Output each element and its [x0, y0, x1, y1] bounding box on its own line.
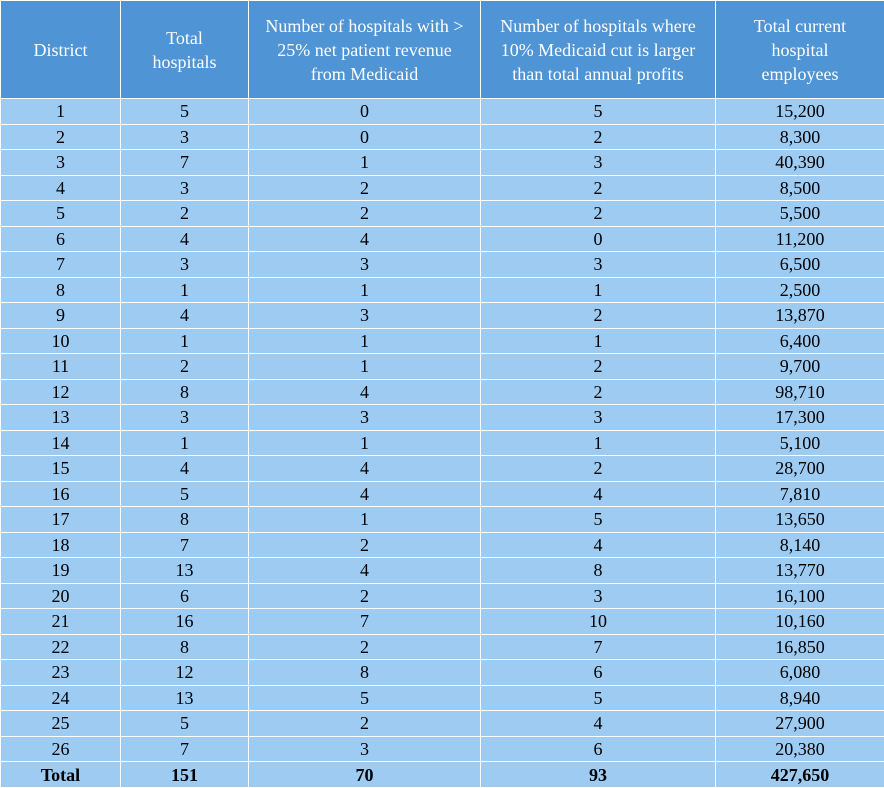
- medicaid-revenue-cell: 4: [249, 226, 481, 252]
- total-hospitals-cell: 3: [121, 252, 249, 278]
- medicaid-cut-cell: 2: [481, 175, 716, 201]
- total-hospitals-cell: 5: [121, 99, 249, 125]
- table-row: [1, 124, 884, 150]
- header-medicaid-revenue-label: Number of hospitals with > 25% net patient revenue from Medicaid: [262, 14, 467, 86]
- total-hospitals-cell: 8: [121, 634, 249, 660]
- employees-cell: 2,500: [716, 277, 884, 303]
- medicaid-revenue-cell: 2: [249, 175, 481, 201]
- medicaid-revenue-cell: 4: [249, 456, 481, 482]
- table-header: [1, 1, 884, 99]
- district-cell: 4: [1, 175, 121, 201]
- employees-cell: 6,400: [716, 328, 884, 354]
- table-row: [1, 736, 884, 762]
- district-cell: 17: [1, 507, 121, 533]
- medicaid-cut-cell: 1: [481, 328, 716, 354]
- total-hospitals-cell: 5: [121, 481, 249, 507]
- table-row: [1, 226, 884, 252]
- table-row: [1, 532, 884, 558]
- medicaid-revenue-cell: 4: [249, 379, 481, 405]
- district-cell: 18: [1, 532, 121, 558]
- medicaid-cut-cell: 5: [481, 685, 716, 711]
- medicaid-cut-cell: 1: [481, 277, 716, 303]
- medicaid-revenue-cell: 7: [249, 609, 481, 635]
- medicaid-cut-cell: 10: [481, 609, 716, 635]
- table-row: [1, 430, 884, 456]
- total-hospitals-cell: 7: [121, 532, 249, 558]
- medicaid-revenue-cell: 1: [249, 507, 481, 533]
- medicaid-cut-cell: 1: [481, 430, 716, 456]
- medicaid-revenue-cell: 3: [249, 252, 481, 278]
- medicaid-cut-cell: 3: [481, 405, 716, 431]
- header-total-hospitals-label: Total hospitals: [140, 26, 230, 74]
- employees-cell: 8,940: [716, 685, 884, 711]
- medicaid-cut-cell: 2: [481, 201, 716, 227]
- district-cell: 3: [1, 150, 121, 176]
- medicaid-cut-cell: 3: [481, 252, 716, 278]
- employees-cell: 40,390: [716, 150, 884, 176]
- district-cell: 19: [1, 558, 121, 584]
- district-cell: 8: [1, 277, 121, 303]
- medicaid-revenue-cell: 1: [249, 430, 481, 456]
- total-medicaid-cut-cell: 93: [481, 762, 716, 788]
- district-cell: 2: [1, 124, 121, 150]
- medicaid-cut-cell: 6: [481, 736, 716, 762]
- total-hospitals-cell: 13: [121, 685, 249, 711]
- table-row: [1, 175, 884, 201]
- medicaid-revenue-cell: 3: [249, 303, 481, 329]
- total-hospitals-cell: 7: [121, 736, 249, 762]
- header-district-label: District: [34, 38, 88, 62]
- medicaid-revenue-cell: 2: [249, 711, 481, 737]
- employees-cell: 8,140: [716, 532, 884, 558]
- total-row: [1, 762, 884, 788]
- total-hospitals-cell: 1: [121, 277, 249, 303]
- total-hospitals-cell: 8: [121, 379, 249, 405]
- table-row: [1, 405, 884, 431]
- employees-cell: 5,500: [716, 201, 884, 227]
- medicaid-cut-cell: 8: [481, 558, 716, 584]
- total-hospitals-cell: 4: [121, 456, 249, 482]
- district-cell: 21: [1, 609, 121, 635]
- table-row: [1, 507, 884, 533]
- employees-cell: 5,100: [716, 430, 884, 456]
- medicaid-revenue-cell: 8: [249, 660, 481, 686]
- medicaid-cut-cell: 2: [481, 379, 716, 405]
- employees-cell: 6,080: [716, 660, 884, 686]
- employees-cell: 28,700: [716, 456, 884, 482]
- table-body: [1, 99, 884, 788]
- medicaid-cut-cell: 4: [481, 532, 716, 558]
- total-hospitals-cell: 3: [121, 405, 249, 431]
- district-cell: 25: [1, 711, 121, 737]
- medicaid-revenue-cell: 2: [249, 634, 481, 660]
- medicaid-cut-cell: 4: [481, 481, 716, 507]
- medicaid-revenue-cell: 1: [249, 277, 481, 303]
- total-hospitals-cell: 4: [121, 226, 249, 252]
- medicaid-cut-cell: 0: [481, 226, 716, 252]
- table-row: [1, 328, 884, 354]
- table-row: [1, 354, 884, 380]
- employees-cell: 13,770: [716, 558, 884, 584]
- medicaid-revenue-cell: 4: [249, 558, 481, 584]
- total-hospitals-cell: 3: [121, 175, 249, 201]
- district-cell: 10: [1, 328, 121, 354]
- employees-cell: 13,650: [716, 507, 884, 533]
- employees-cell: 8,500: [716, 175, 884, 201]
- total-employees-cell: 427,650: [716, 762, 884, 788]
- total-hospitals-cell: 1: [121, 328, 249, 354]
- table-row: [1, 660, 884, 686]
- district-cell: 7: [1, 252, 121, 278]
- district-cell: 24: [1, 685, 121, 711]
- employees-cell: 6,500: [716, 252, 884, 278]
- medicaid-revenue-cell: 0: [249, 124, 481, 150]
- table-row: [1, 558, 884, 584]
- employees-cell: 15,200: [716, 99, 884, 125]
- medicaid-cut-cell: 2: [481, 354, 716, 380]
- total-medicaid-revenue-cell: 70: [249, 762, 481, 788]
- header-total-hospitals: [121, 1, 249, 99]
- district-cell: 13: [1, 405, 121, 431]
- total-hospitals-cell: 8: [121, 507, 249, 533]
- table-row: [1, 609, 884, 635]
- medicaid-revenue-cell: 1: [249, 328, 481, 354]
- medicaid-cut-cell: 2: [481, 456, 716, 482]
- table-row: [1, 201, 884, 227]
- medicaid-revenue-cell: 1: [249, 150, 481, 176]
- medicaid-cut-cell: 2: [481, 124, 716, 150]
- medicaid-revenue-cell: 5: [249, 685, 481, 711]
- total-hospitals-cell: 5: [121, 711, 249, 737]
- header-employees: [716, 1, 884, 99]
- district-cell: 11: [1, 354, 121, 380]
- table-row: [1, 379, 884, 405]
- district-cell: 14: [1, 430, 121, 456]
- medicaid-revenue-cell: 1: [249, 354, 481, 380]
- total-hospitals-cell: 2: [121, 354, 249, 380]
- header-employees-label: Total current hospital employees: [735, 14, 865, 86]
- district-cell: 16: [1, 481, 121, 507]
- district-cell: 5: [1, 201, 121, 227]
- total-hospitals-cell: 6: [121, 583, 249, 609]
- total-hospitals-cell: 2: [121, 201, 249, 227]
- employees-cell: 9,700: [716, 354, 884, 380]
- table-row: [1, 150, 884, 176]
- employees-cell: 11,200: [716, 226, 884, 252]
- medicaid-cut-cell: 4: [481, 711, 716, 737]
- total-hospitals-cell: 3: [121, 124, 249, 150]
- total-total-hospitals-cell: 151: [121, 762, 249, 788]
- employees-cell: 13,870: [716, 303, 884, 329]
- table-row: [1, 583, 884, 609]
- header-row: [1, 1, 884, 99]
- medicaid-revenue-cell: 2: [249, 201, 481, 227]
- district-cell: 6: [1, 226, 121, 252]
- medicaid-cut-cell: 3: [481, 150, 716, 176]
- header-medicaid-cut-label: Number of hospitals where 10% Medicaid cut is larger than total annual profits: [486, 14, 711, 86]
- medicaid-revenue-cell: 3: [249, 405, 481, 431]
- district-cell: 1: [1, 99, 121, 125]
- district-cell: 12: [1, 379, 121, 405]
- medicaid-cut-cell: 5: [481, 507, 716, 533]
- total-hospitals-cell: 1: [121, 430, 249, 456]
- medicaid-cut-cell: 7: [481, 634, 716, 660]
- employees-cell: 20,380: [716, 736, 884, 762]
- medicaid-revenue-cell: 2: [249, 532, 481, 558]
- medicaid-cut-cell: 2: [481, 303, 716, 329]
- table-row: [1, 685, 884, 711]
- total-hospitals-cell: 7: [121, 150, 249, 176]
- table-row: [1, 277, 884, 303]
- employees-cell: 7,810: [716, 481, 884, 507]
- header-district: [1, 1, 121, 99]
- district-cell: 9: [1, 303, 121, 329]
- medicaid-cut-cell: 6: [481, 660, 716, 686]
- district-cell: 22: [1, 634, 121, 660]
- employees-cell: 16,850: [716, 634, 884, 660]
- medicaid-revenue-cell: 2: [249, 583, 481, 609]
- header-medicaid-revenue: [249, 1, 481, 99]
- total-hospitals-cell: 16: [121, 609, 249, 635]
- medicaid-cut-cell: 3: [481, 583, 716, 609]
- medicaid-revenue-cell: 0: [249, 99, 481, 125]
- total-hospitals-cell: 12: [121, 660, 249, 686]
- medicaid-revenue-cell: 4: [249, 481, 481, 507]
- table-row: [1, 99, 884, 125]
- total-hospitals-cell: 4: [121, 303, 249, 329]
- district-cell: 26: [1, 736, 121, 762]
- table-row: [1, 711, 884, 737]
- table-row: [1, 252, 884, 278]
- district-cell: 23: [1, 660, 121, 686]
- medicaid-revenue-cell: 3: [249, 736, 481, 762]
- total-district-cell: Total: [1, 762, 121, 788]
- employees-cell: 98,710: [716, 379, 884, 405]
- district-cell: 20: [1, 583, 121, 609]
- employees-cell: 10,160: [716, 609, 884, 635]
- employees-cell: 16,100: [716, 583, 884, 609]
- employees-cell: 17,300: [716, 405, 884, 431]
- employees-cell: 8,300: [716, 124, 884, 150]
- table-row: [1, 456, 884, 482]
- header-medicaid-cut: [481, 1, 716, 99]
- table-row: [1, 481, 884, 507]
- table-row: [1, 634, 884, 660]
- district-cell: 15: [1, 456, 121, 482]
- total-hospitals-cell: 13: [121, 558, 249, 584]
- table-row: [1, 303, 884, 329]
- employees-cell: 27,900: [716, 711, 884, 737]
- medicaid-cut-cell: 5: [481, 99, 716, 125]
